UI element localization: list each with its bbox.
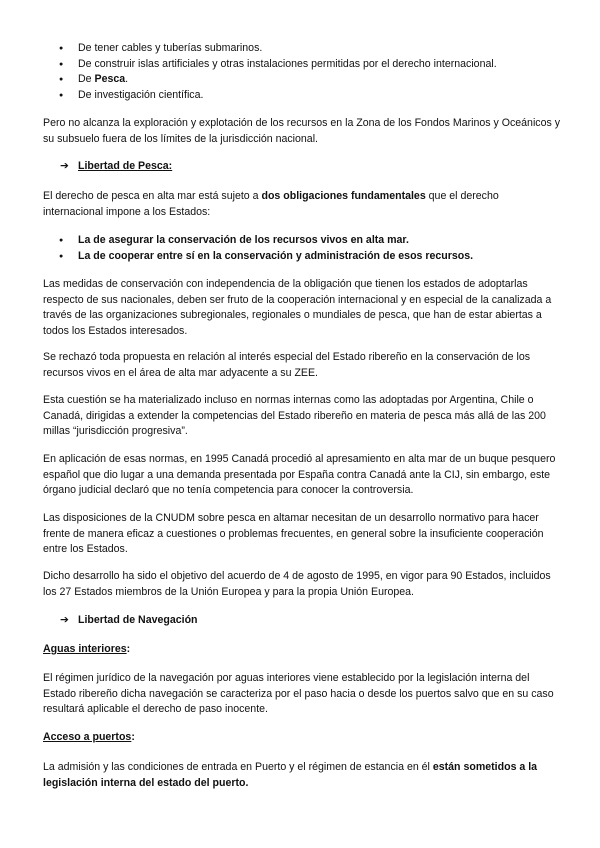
- list-item: ● La de asegurar la conservación de los recursos vivos en alta mar.: [43, 233, 561, 249]
- paragraph-derecho-pesca: El derecho de pesca en alta mar está sujeto a dos obligaciones fundamentales que el derecho internacional impone a los Estados:: [43, 190, 499, 218]
- paragraph-aplicacion: En aplicación de esas normas, en 1995 Canadá procedió al apresamiento en alta mar de un buque pesquero español que dio lugar a una demanda presentada por España contra Canadá ante la CIJ, sin embargo, este órgano judicial declaró que no tenía competencia para conocer la controversia.: [43, 453, 556, 497]
- paragraph-medidas: Las medidas de conservación con independencia de la obligación que tienen los estados de adoptarlas respecto de sus nacionales, deben ser fruto de la cooperación internacional y en especial de la canalizada a través de las organizaciones subregionales, regionales o mundiales de pesca, que han de estar abiertas a todos los Estados interesados.: [43, 278, 552, 337]
- list-item: ● De investigación científica.: [43, 88, 561, 104]
- arrow-right-icon: ➔: [60, 614, 69, 626]
- paragraph-cuestion: Esta cuestión se ha materializado incluso en normas internas como las adoptadas por Argentina, Chile o Canadá, dirigidas a extender la competencias del Estado ribereño en materia de pesca más allá de las 200 millas “jurisdicción progresiva”.: [43, 394, 546, 438]
- paragraph-admision: La admisión y las condiciones de entrada en Puerto y el régimen de estancia en él están sometidos a la legislación interna del estado del puerto.: [43, 761, 538, 789]
- paragraph-aguas: El régimen jurídico de la navegación por aguas interiores viene establecido por la legislación interna del Estado ribereño dicha navegación se caracteriza por el paso hacia o desde los puertos salvo que en su caso resultará aplicable el derecho de paso inocente.: [43, 672, 554, 716]
- arrow-right-icon: ➔: [60, 160, 69, 172]
- list-rights: [43, 41, 561, 103]
- paragraph-cnudm: Las disposiciones de la CNUDM sobre pesca en altamar necesitan de un desarrollo normativo para hacer frente de manera eficaz a cuestiones o problemas frecuentes, en general sobre la insuficiente cooperación entre los Estados.: [43, 512, 544, 556]
- heading-acceso-puertos: Acceso a puertos:: [43, 731, 135, 743]
- list-item: ● De construir islas artificiales y otras instalaciones permitidas por el derecho internacional.: [43, 57, 561, 73]
- paragraph-pero: Pero no alcanza la exploración y explotación de los recursos en la Zona de los Fondos Marinos y Oceánicos y su subsuelo fuera de los límites de la jurisdicción nacional.: [43, 117, 561, 145]
- list-item: ● De Pesca.: [43, 72, 561, 88]
- paragraph-rechazo: Se rechazó toda propuesta en relación al interés especial del Estado ribereño en la conservación de los recursos vivos en el área de alta mar adyacente a su ZEE.: [43, 351, 531, 379]
- list-item: ● La de cooperar entre sí en la conservación y administración de esos recursos.: [43, 249, 561, 265]
- list-item: ● De tener cables y tuberías submarinos.: [43, 41, 561, 57]
- paragraph-dicho: Dicho desarrollo ha sido el objetivo del acuerdo de 4 de agosto de 1995, en vigor para 90 Estados, incluidos los 27 Estados miembros de la Unión Europea y para la propia Unión Europea.: [43, 570, 551, 598]
- list-obligations: [43, 233, 561, 264]
- heading-aguas-interiores: Aguas interiores:: [43, 643, 131, 655]
- heading-libertad-navegacion: ➔ Libertad de Navegación: [43, 613, 578, 629]
- heading-libertad-pesca: ➔ Libertad de Pesca:: [43, 159, 578, 175]
